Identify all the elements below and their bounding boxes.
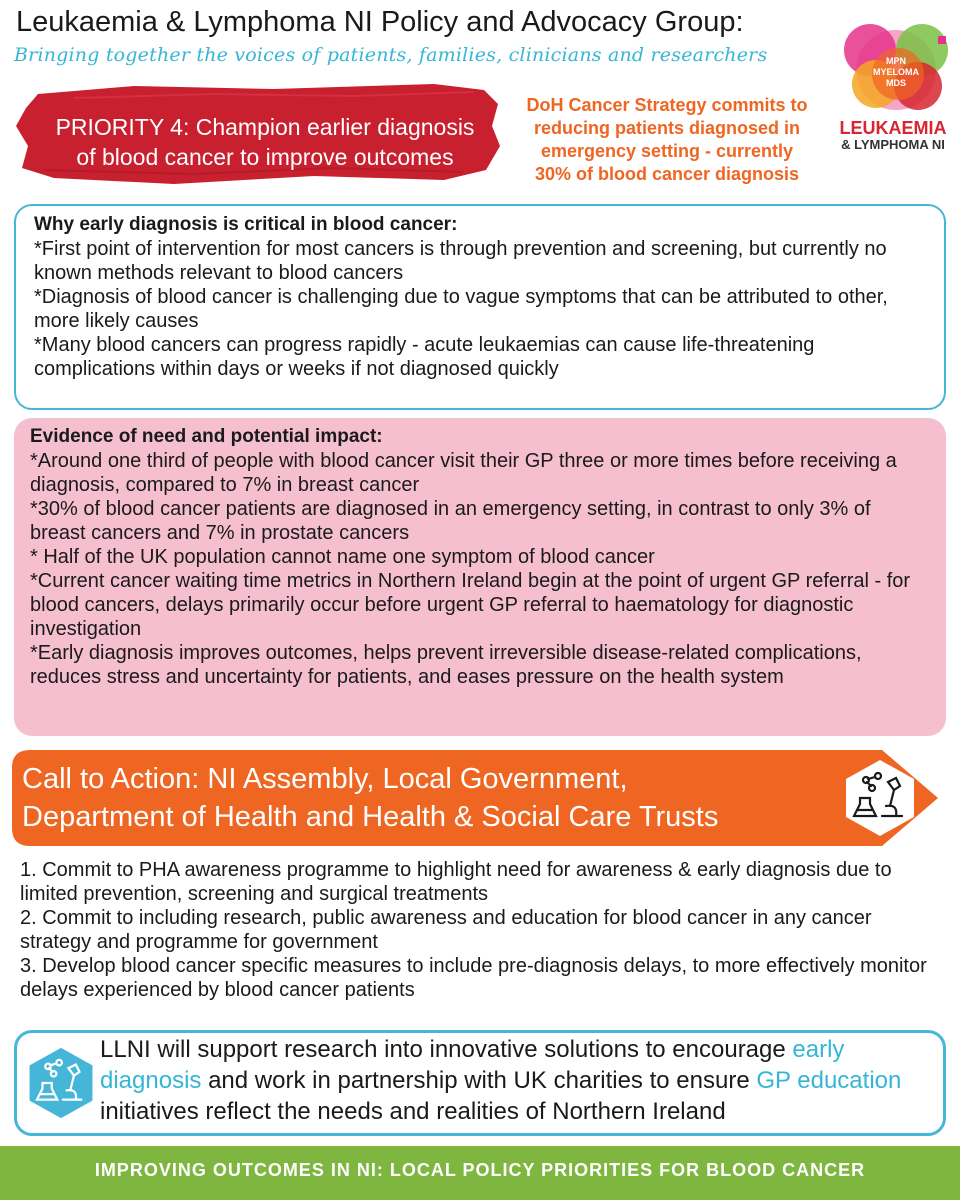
support-text-part: initiatives reflect the needs and realities of Northern Ireland (100, 1098, 726, 1125)
strategy-note-line: emergency setting - currently (540, 141, 794, 161)
strategy-note-line: reducing patients diagnosed in (533, 118, 801, 138)
priority-line2: of blood cancer to improve outcomes (76, 144, 454, 170)
action-item: 3. Develop blood cancer specific measures to include pre-diagnosis delays, to more effectively monitor delays experienced by blood cancer patients (20, 955, 927, 1001)
strategy-note-line: DoH Cancer Strategy commits to (526, 95, 808, 115)
actions-list (20, 858, 940, 1002)
why-heading: Why early diagnosis is critical in blood cancer: (34, 214, 458, 235)
why-early-diagnosis-box (14, 204, 946, 410)
evidence-heading: Evidence of need and potential impact: (30, 426, 383, 447)
support-highlight-gp-education: GP education (756, 1067, 902, 1094)
action-item: 1. Commit to PHA awareness programme to highlight need for awareness & early diagnosis due to limited prevention, screening and surgical treatments (20, 859, 892, 905)
evidence-item: * Half of the UK population cannot name one symptom of blood cancer (30, 546, 655, 568)
call-to-action-title (22, 760, 822, 836)
cta-line2: Department of Health and Health & Social Care Trusts (22, 801, 719, 833)
action-item: 2. Commit to including research, public awareness and education for blood cancer in any cancer strategy and programme for government (20, 907, 872, 953)
why-item: *Diagnosis of blood cancer is challenging due to vague symptoms that can be attributed to other, more likely causes (34, 286, 888, 332)
cta-line1: Call to Action: NI Assembly, Local Government, (22, 763, 628, 795)
logo-name-line1: LEUKAEMIA (839, 118, 947, 138)
page-title: Leukaemia & Lymphoma NI Policy and Advocacy Group: (16, 6, 744, 38)
strategy-note-line: 30% of blood cancer diagnosis (534, 164, 800, 184)
evidence-item: *30% of blood cancer patients are diagnosed in an emergency setting, in contrast to only 3% of breast cancers and 7% in prostate cancers (30, 498, 871, 544)
logo-line-myeloma: MYELOMA (873, 67, 919, 77)
priority-line1: PRIORITY 4: Champion earlier diagnosis (55, 114, 475, 140)
science-lab-icon (840, 758, 920, 838)
strategy-note (500, 94, 834, 186)
logo-name-line2: & LYMPHOMA NI (841, 137, 945, 152)
support-statement (100, 1034, 938, 1127)
footer-text: IMPROVING OUTCOMES IN NI: LOCAL POLICY PRIORITIES FOR BLOOD CANCER (94, 1160, 866, 1180)
science-lab-icon (24, 1046, 98, 1120)
support-text-part: LLNI will support research into innovative solutions to encourage (100, 1036, 793, 1063)
why-item: *First point of intervention for most cancers is through prevention and screening, but currently no known methods relevant to blood cancers (34, 238, 887, 284)
page-subtitle: Bringing together the voices of patients, families, clinicians and researchers (14, 44, 768, 66)
support-highlight-early-diagnosis: early diagnosis (100, 1036, 845, 1094)
why-item: *Many blood cancers can progress rapidly - acute leukaemias can cause life-threatening complications within days or weeks if not diagnosed quickly (34, 334, 815, 380)
evidence-item: *Early diagnosis improves outcomes, helps prevent irreversible disease-related complications, reduces stress and uncertainty for patients, and eases pressure on the health system (30, 642, 862, 688)
priority-statement (30, 112, 500, 172)
logo-line-mds: MDS (886, 78, 906, 88)
evidence-box (14, 418, 946, 736)
support-text-part: and work in partnership with UK charities to ensure (201, 1067, 757, 1094)
evidence-item: *Around one third of people with blood cancer visit their GP three or more times before receiving a diagnosis, compared to 7% in breast cancer (30, 450, 897, 496)
evidence-item: *Current cancer waiting time metrics in Northern Ireland begin at the point of urgent GP referral - for blood cancers, delays primarily occur before urgent GP referral to haematology for diagnostic investigation (30, 570, 911, 640)
logo-line-mpn: MPN (886, 56, 906, 66)
